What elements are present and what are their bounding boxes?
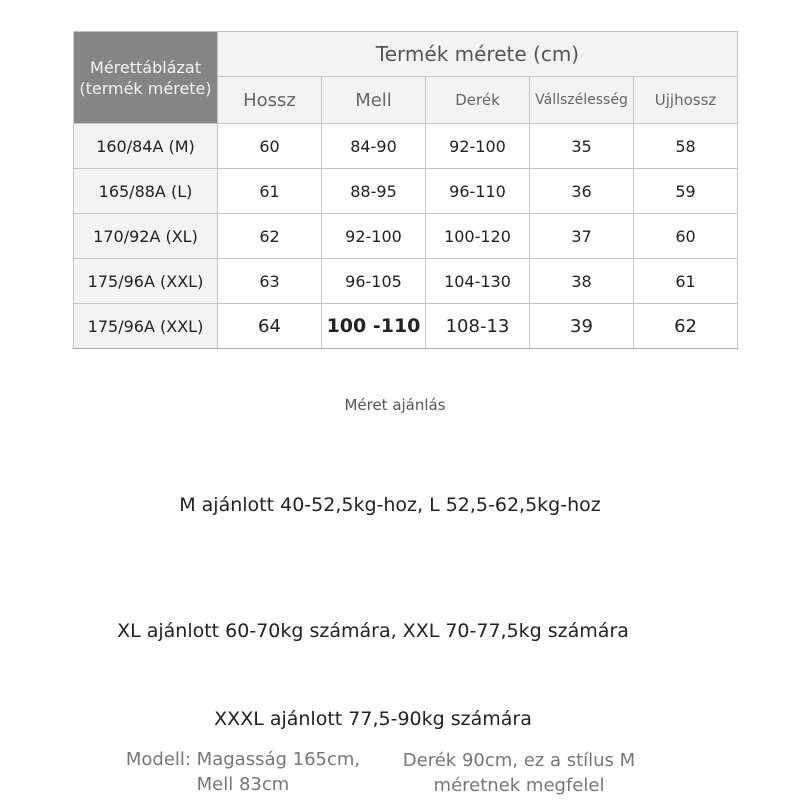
table-cell: 58 <box>634 124 738 169</box>
row-size-label: 160/84A (M) <box>74 124 218 169</box>
table-cell: 96-110 <box>426 169 530 214</box>
table-cell: 108-13 <box>426 304 530 349</box>
table-cell: 62 <box>634 304 738 349</box>
table-row <box>74 169 738 214</box>
column-header-chest: Mell <box>322 77 426 124</box>
table-cell: 92-100 <box>322 214 426 259</box>
size-recommendation-title: Méret ajánlás <box>344 396 446 414</box>
table-cell: 38 <box>530 259 634 304</box>
model-info-left <box>110 747 376 797</box>
table-cell: 92-100 <box>426 124 530 169</box>
table-cell: 62 <box>218 214 322 259</box>
table-cell: 60 <box>218 124 322 169</box>
model-height-text: Modell: Magasság 165cm, <box>125 749 361 770</box>
table-cell: 61 <box>218 169 322 214</box>
model-fit-text: méretnek megfelel <box>433 775 605 796</box>
recommendation-line-m-l: M ajánlott 40-52,5kg-hoz, L 52,5-62,5kg-hoz <box>179 494 601 516</box>
table-cell: 88-95 <box>322 169 426 214</box>
column-header-shoulder-width: Vállszélesség <box>530 77 634 124</box>
table-row <box>74 259 738 304</box>
table-cell: 59 <box>634 169 738 214</box>
table-cell: 37 <box>530 214 634 259</box>
model-info-right <box>390 748 648 798</box>
table-corner-label: Mérettáblázat (termék mérete) <box>74 32 218 124</box>
table-cell: 36 <box>530 169 634 214</box>
table-row <box>74 124 738 169</box>
table-cell: 84-90 <box>322 124 426 169</box>
table-cell: 100-120 <box>426 214 530 259</box>
recommendation-line-xl-xxl: XL ajánlott 60-70kg számára, XXL 70-77,5kg számára <box>117 620 629 642</box>
size-chart-table <box>73 31 738 349</box>
table-cell: 60 <box>634 214 738 259</box>
column-header-waist: Derék <box>426 77 530 124</box>
table-row <box>74 214 738 259</box>
row-size-label: 175/96A (XXL) <box>74 259 218 304</box>
model-chest-text: Mell 83cm <box>196 774 290 795</box>
row-size-label: 175/96A (XXL) <box>74 304 218 349</box>
table-cell: 100 -110 <box>322 304 426 349</box>
table-cell: 96-105 <box>322 259 426 304</box>
table-row <box>74 304 738 349</box>
recommendation-line-xxxl: XXXL ajánlott 77,5-90kg számára <box>214 708 532 730</box>
column-header-length: Hossz <box>218 77 322 124</box>
model-waist-text: Derék 90cm, ez a stílus M <box>402 750 636 771</box>
product-size-header: Termék mérete (cm) <box>218 32 738 77</box>
table-cell: 35 <box>530 124 634 169</box>
table-cell: 104-130 <box>426 259 530 304</box>
table-cell: 64 <box>218 304 322 349</box>
column-header-sleeve-length: Ujjhossz <box>634 77 738 124</box>
table-cell: 39 <box>530 304 634 349</box>
row-size-label: 165/88A (L) <box>74 169 218 214</box>
table-cell: 61 <box>634 259 738 304</box>
table-cell: 63 <box>218 259 322 304</box>
row-size-label: 170/92A (XL) <box>74 214 218 259</box>
